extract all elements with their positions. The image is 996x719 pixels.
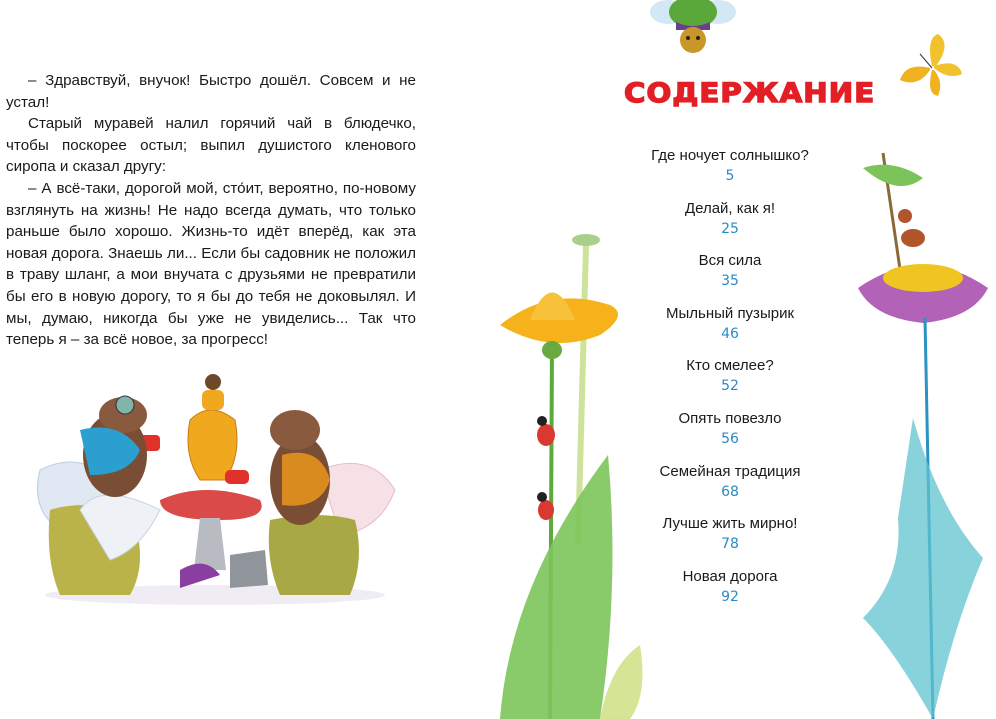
toc-entry[interactable] <box>630 199 830 252</box>
toc-entry-title: Мыльный пузырик <box>665 304 795 322</box>
toc-entry-title: Где ночует солнышко? <box>651 147 809 164</box>
toc-entry[interactable] <box>630 304 830 357</box>
toc-entry-page: 92 <box>721 588 739 605</box>
beetle-illustration <box>648 0 738 56</box>
toc-entry-title: Делай, как я! <box>684 199 776 217</box>
toc-entry-page: 46 <box>721 325 739 342</box>
butterfly-illustration <box>896 32 968 98</box>
toc-entry-title: Новая дорога <box>682 567 778 585</box>
story-text <box>6 70 416 351</box>
toc-entry-page: 78 <box>721 536 739 553</box>
toc-entry[interactable] <box>630 462 830 515</box>
story-paragraph: Старый муравей налил горячий чай в блюдечко, чтобы поскорее остыл; выпил душистого кленового сиропа и сказал другу: <box>6 115 416 176</box>
toc-entry-page: 52 <box>721 378 739 395</box>
toc-entry-title: Семейная традиция <box>659 462 801 480</box>
toc-entry-page: 5 <box>725 168 735 184</box>
toc-entry-title: Вся сила <box>698 252 762 270</box>
toc-entry-page: 35 <box>721 273 739 290</box>
dandelion-illustration <box>480 225 650 719</box>
toc-entry[interactable] <box>630 514 830 567</box>
toc-entry-title: Опять повезло <box>678 409 782 427</box>
ant-on-flower-illustration <box>853 148 994 719</box>
toc-entry-page: 68 <box>721 483 739 500</box>
toc-entry[interactable] <box>630 356 830 409</box>
toc-entry-title: Кто смелее? <box>686 357 774 375</box>
toc-entry-page: 25 <box>721 220 739 237</box>
toc-entry[interactable] <box>630 251 830 304</box>
tea-party-illustration <box>20 360 410 610</box>
toc-entry-page: 56 <box>721 430 739 447</box>
story-paragraph: – Здравствуй, внучок! Быстро дошёл. Совсем и не устал! <box>6 72 416 111</box>
toc-entry[interactable] <box>630 567 830 620</box>
right-page <box>498 0 996 719</box>
toc-entry-title: Лучше жить мирно! <box>662 515 798 533</box>
toc-entry[interactable] <box>630 409 830 462</box>
story-paragraph: – А всё-таки, дорогой мой, сто́ит, вероятно, по-новому взглянуть на жизнь! Не надо всегда думать, что только раньше было хорошо. Жизнь-то идёт вперёд, как эта новая дорога. Знаешь ли... Если бы садовник не положил в траву шланг, а мои внучата с друзьями не превратили бы его в новую дорогу, то я бы до тебя не доковылял. И мы, думаю, никогда бы уже не увиделись... Так что теперь я – за всё новое, за прогресс! <box>6 179 416 349</box>
toc-title: СОДЕРЖАНИЕ <box>624 78 876 109</box>
table-of-contents <box>630 146 830 619</box>
toc-entry[interactable] <box>630 146 830 199</box>
